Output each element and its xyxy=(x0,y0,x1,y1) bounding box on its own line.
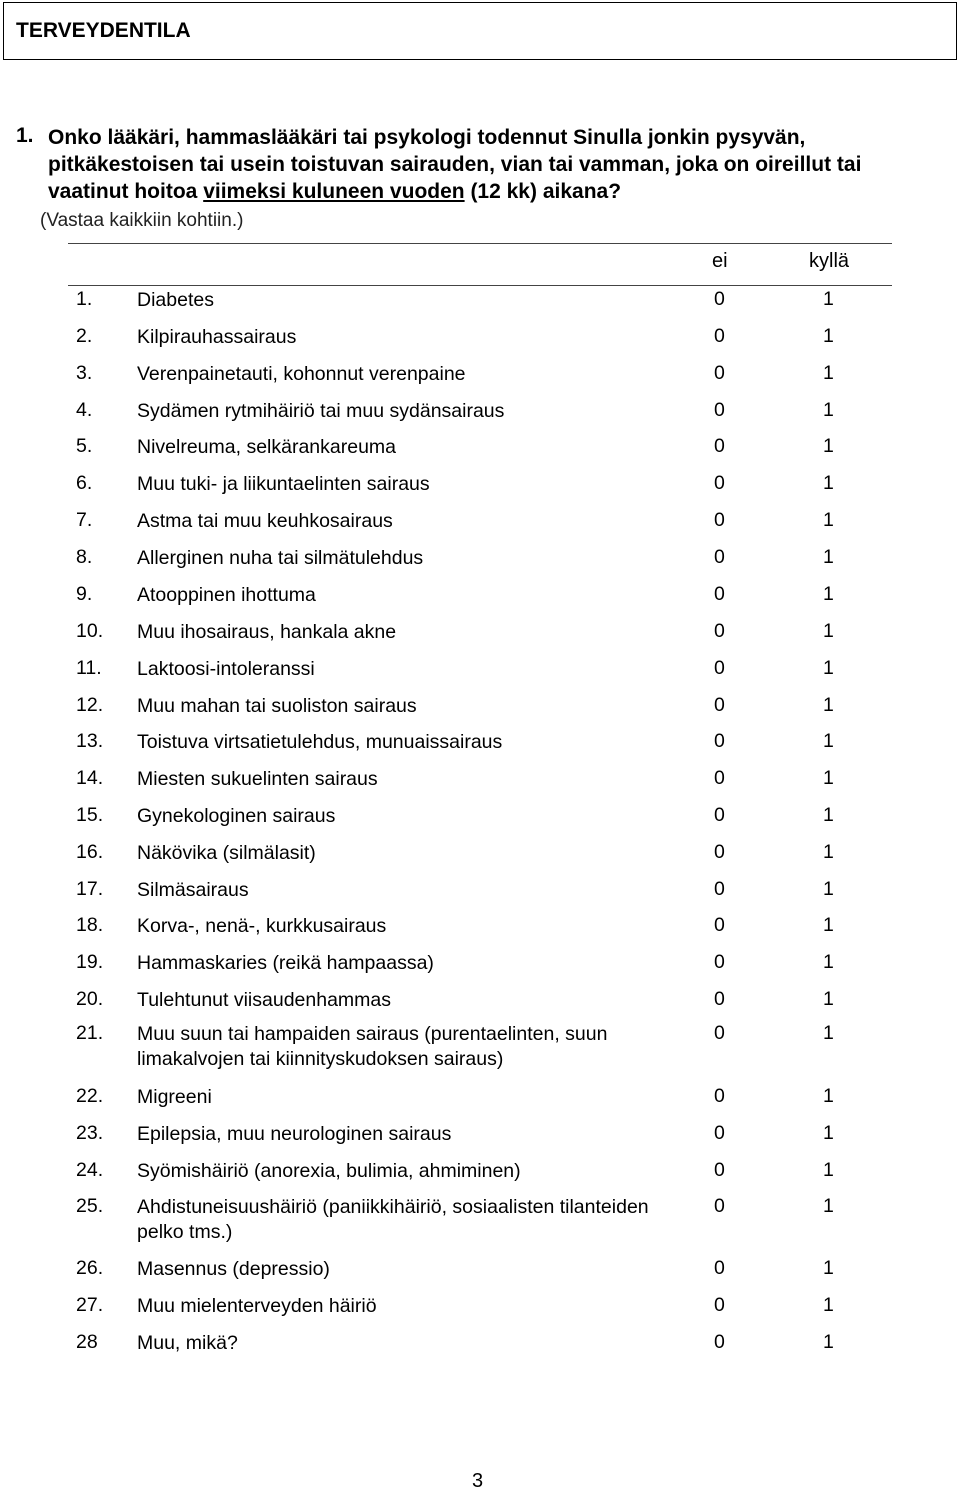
answer-no-option[interactable]: 0 xyxy=(714,288,725,310)
item-label: Tulehtunut viisaudenhammas xyxy=(137,989,392,1011)
answer-yes-option[interactable]: 1 xyxy=(823,583,834,605)
item-label: Diabetes xyxy=(137,289,214,311)
item-label: Gynekologinen sairaus xyxy=(137,805,336,827)
item-number: 25. xyxy=(76,1195,104,1217)
item-number: 13. xyxy=(76,730,104,752)
answer-yes-option[interactable]: 1 xyxy=(823,546,834,568)
page-number: 3 xyxy=(472,1470,484,1492)
answer-yes-option[interactable]: 1 xyxy=(823,914,834,936)
item-label: Migreeni xyxy=(137,1086,212,1108)
column-header-yes: kyllä xyxy=(809,250,850,272)
answer-no-option[interactable]: 0 xyxy=(714,399,725,421)
item-number: 26. xyxy=(76,1257,104,1279)
question-text-underlined: viimeksi kuluneen vuoden xyxy=(203,180,465,203)
item-label: Ahdistuneisuushäiriö (paniikkihäiriö, sosiaalisten tilanteiden pelko tms.) xyxy=(137,1196,649,1243)
item-label: Muu mielenterveyden häiriö xyxy=(137,1295,377,1317)
item-label: Verenpainetauti, kohonnut verenpaine xyxy=(137,363,466,385)
item-label: Muu ihosairaus, hankala akne xyxy=(137,621,397,643)
item-number: 21. xyxy=(76,1022,104,1044)
item-label: Kilpirauhassairaus xyxy=(137,326,297,348)
item-label: Silmäsairaus xyxy=(137,879,249,901)
item-number: 24. xyxy=(76,1159,104,1181)
answer-yes-option[interactable]: 1 xyxy=(823,1195,834,1217)
item-number: 15. xyxy=(76,804,104,826)
answer-no-option[interactable]: 0 xyxy=(714,509,725,531)
answer-yes-option[interactable]: 1 xyxy=(823,1294,834,1316)
question-text-before: Onko lääkäri, hammaslääkäri tai psykologi todennut Sinulla jonkin pysyvän, pitkäkestoisen tai usein toistuvan sairauden, vian tai vamman, joka on oireillut tai vaatinut hoitoa xyxy=(48,126,862,203)
item-label: Toistuva virtsatietulehdus, munuaissairaus xyxy=(137,731,503,753)
answer-no-option[interactable]: 0 xyxy=(714,1331,725,1353)
answer-no-option[interactable]: 0 xyxy=(714,951,725,973)
answer-no-option[interactable]: 0 xyxy=(714,1022,725,1044)
item-label: Allerginen nuha tai silmätulehdus xyxy=(137,547,424,569)
answer-no-option[interactable]: 0 xyxy=(714,878,725,900)
item-label: Miesten sukuelinten sairaus xyxy=(137,768,378,790)
item-number: 6. xyxy=(76,472,93,494)
answer-yes-option[interactable]: 1 xyxy=(823,435,834,457)
item-label: Epilepsia, muu neurologinen sairaus xyxy=(137,1123,452,1145)
column-header-no: ei xyxy=(712,250,728,272)
answer-yes-option[interactable]: 1 xyxy=(823,1085,834,1107)
answer-yes-option[interactable]: 1 xyxy=(823,951,834,973)
item-label: Syömishäiriö (anorexia, bulimia, ahmiminen) xyxy=(137,1160,521,1182)
item-number: 27. xyxy=(76,1294,104,1316)
answer-yes-option[interactable]: 1 xyxy=(823,1122,834,1144)
answer-no-option[interactable]: 0 xyxy=(714,1294,725,1316)
question-instruction: (Vastaa kaikkiin kohtiin.) xyxy=(40,210,244,231)
answer-yes-option[interactable]: 1 xyxy=(823,509,834,531)
question-text xyxy=(48,124,928,205)
answer-yes-option[interactable]: 1 xyxy=(823,878,834,900)
item-label: Atooppinen ihottuma xyxy=(137,584,316,606)
answer-no-option[interactable]: 0 xyxy=(714,694,725,716)
section-header-box xyxy=(3,2,957,60)
answer-no-option[interactable]: 0 xyxy=(714,1085,725,1107)
answer-no-option[interactable]: 0 xyxy=(714,804,725,826)
item-number: 18. xyxy=(76,914,104,936)
answer-yes-option[interactable]: 1 xyxy=(823,288,834,310)
answer-yes-option[interactable]: 1 xyxy=(823,730,834,752)
answer-no-option[interactable]: 0 xyxy=(714,730,725,752)
section-title: TERVEYDENTILA xyxy=(16,19,191,42)
answer-yes-option[interactable]: 1 xyxy=(823,657,834,679)
answer-no-option[interactable]: 0 xyxy=(714,1159,725,1181)
answer-no-option[interactable]: 0 xyxy=(714,988,725,1010)
answer-yes-option[interactable]: 1 xyxy=(823,1257,834,1279)
item-label: Astma tai muu keuhkosairaus xyxy=(137,510,393,532)
item-label: Muu suun tai hampaiden sairaus (purentaelinten, suun limakalvojen tai kiinnityskudoksen sairaus) xyxy=(137,1023,608,1070)
answer-yes-option[interactable]: 1 xyxy=(823,841,834,863)
answer-yes-option[interactable]: 1 xyxy=(823,620,834,642)
item-label: Muu, mikä? xyxy=(137,1332,238,1354)
answer-no-option[interactable]: 0 xyxy=(714,841,725,863)
answer-yes-option[interactable]: 1 xyxy=(823,1159,834,1181)
item-label: Sydämen rytmihäiriö tai muu sydänsairaus xyxy=(137,400,505,422)
item-number: 4. xyxy=(76,399,93,421)
answer-yes-option[interactable]: 1 xyxy=(823,694,834,716)
item-label: Masennus (depressio) xyxy=(137,1258,330,1280)
answer-no-option[interactable]: 0 xyxy=(714,472,725,494)
answer-no-option[interactable]: 0 xyxy=(714,362,725,384)
answer-yes-option[interactable]: 1 xyxy=(823,399,834,421)
item-number: 17. xyxy=(76,878,104,900)
answer-yes-option[interactable]: 1 xyxy=(823,362,834,384)
question-text-after: (12 kk) aikana? xyxy=(464,180,622,203)
answer-yes-option[interactable]: 1 xyxy=(823,325,834,347)
item-label: Muu tuki- ja liikuntaelinten sairaus xyxy=(137,473,430,495)
answer-yes-option[interactable]: 1 xyxy=(823,1331,834,1353)
item-number: 9. xyxy=(76,583,93,605)
item-number: 23. xyxy=(76,1122,104,1144)
answer-no-option[interactable]: 0 xyxy=(714,767,725,789)
answer-no-option[interactable]: 0 xyxy=(714,546,725,568)
item-number: 28 xyxy=(76,1331,98,1353)
item-number: 14. xyxy=(76,767,104,789)
item-number: 16. xyxy=(76,841,104,863)
answer-yes-option[interactable]: 1 xyxy=(823,767,834,789)
item-number: 2. xyxy=(76,325,93,347)
item-number: 20. xyxy=(76,988,104,1010)
table-header-rule xyxy=(68,285,892,286)
answer-no-option[interactable]: 0 xyxy=(714,1195,725,1217)
question-number: 1. xyxy=(16,124,34,147)
item-label: Nivelreuma, selkärankareuma xyxy=(137,436,397,458)
answer-yes-option[interactable]: 1 xyxy=(823,988,834,1010)
answer-yes-option[interactable]: 1 xyxy=(823,804,834,826)
table-top-rule xyxy=(68,243,892,244)
answer-no-option[interactable]: 0 xyxy=(714,657,725,679)
item-number: 19. xyxy=(76,951,104,973)
item-label: Hammaskaries (reikä hampaassa) xyxy=(137,952,434,974)
item-number: 5. xyxy=(76,435,93,457)
answer-yes-option[interactable]: 1 xyxy=(823,1022,834,1044)
answer-no-option[interactable]: 0 xyxy=(714,1257,725,1279)
item-label: Korva-, nenä-, kurkkusairaus xyxy=(137,915,387,937)
item-number: 8. xyxy=(76,546,93,568)
answer-no-option[interactable]: 0 xyxy=(714,583,725,605)
item-number: 1. xyxy=(76,288,93,310)
item-number: 10. xyxy=(76,620,104,642)
item-number: 22. xyxy=(76,1085,104,1107)
item-label: Muu mahan tai suoliston sairaus xyxy=(137,695,417,717)
answer-yes-option[interactable]: 1 xyxy=(823,472,834,494)
item-label: Näkövika (silmälasit) xyxy=(137,842,316,864)
item-number: 12. xyxy=(76,694,104,716)
answer-no-option[interactable]: 0 xyxy=(714,620,725,642)
answer-no-option[interactable]: 0 xyxy=(714,325,725,347)
item-number: 11. xyxy=(76,657,102,679)
item-label: Laktoosi-intoleranssi xyxy=(137,658,315,680)
item-number: 7. xyxy=(76,509,93,531)
answer-no-option[interactable]: 0 xyxy=(714,914,725,936)
item-number: 3. xyxy=(76,362,93,384)
answer-no-option[interactable]: 0 xyxy=(714,1122,725,1144)
answer-no-option[interactable]: 0 xyxy=(714,435,725,457)
